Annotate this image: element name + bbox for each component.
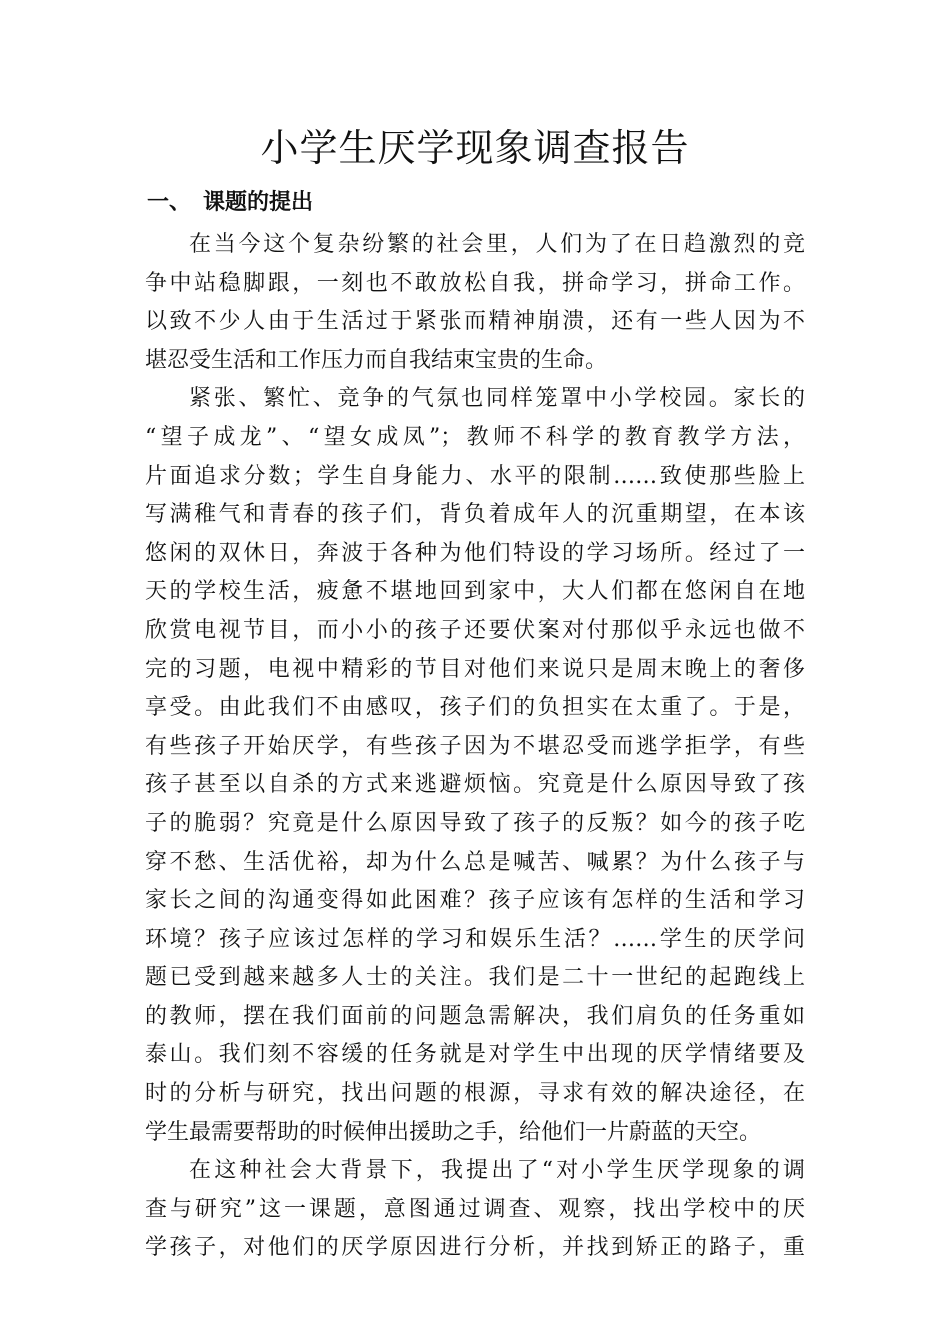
text-line: 时的分析与研究，找出问题的根源，寻求有效的解决途径，在	[145, 1081, 805, 1107]
text-line: 在当今这个复杂纷繁的社会里，人们为了在日趋激烈的竞	[189, 232, 805, 257]
text-line: 欣赏电视节目，而小小的孩子还要伏案对付那似乎永远也做不	[145, 617, 805, 643]
text-line: 题已受到越来越多人士的关注。我们是二十一世纪的起跑线上	[145, 965, 805, 991]
document-title: 小学生厌学现象调查报告	[260, 126, 690, 170]
text-line: 片面追求分数；学生自身能力、水平的限制……致使那些脸上	[145, 463, 805, 489]
section-number: 一、	[147, 190, 192, 215]
text-line: 的教师，摆在我们面前的问题急需解决，我们肩负的任务重如	[145, 1003, 805, 1029]
text-line: 子的脆弱？究竟是什么原因导致了孩子的反叛？如今的孩子吃	[145, 810, 805, 836]
text-line: 争中站稳脚跟，一刻也不敢放松自我，拼命学习，拼命工作。	[145, 270, 805, 296]
text-line: 以致不少人由于生活过于紧张而精神崩溃，还有一些人因为不	[145, 309, 805, 335]
paragraph-2	[145, 380, 805, 1152]
text-line: 穿不愁、生活优裕，却为什么总是喊苦、喊累？为什么孩子与	[145, 849, 805, 875]
text-line: 紧张、繁忙、竞争的气氛也同样笼罩中小学校园。家长的	[189, 386, 805, 412]
paragraph-3	[145, 1152, 805, 1268]
text-line: 学生最需要帮助的时候伸出援助之手，给他们一片蔚蓝的天空。	[145, 1119, 762, 1145]
text-line: 家长之间的沟通变得如此困难？孩子应该有怎样的生活和学习	[145, 888, 805, 914]
text-line: 环境？孩子应该过怎样的学习和娱乐生活？……学生的厌学问	[145, 926, 805, 952]
text-line: 有些孩子开始厌学，有些孩子因为不堪忍受而逃学拒学，有些	[145, 733, 805, 759]
section-heading	[147, 185, 313, 221]
paragraph-1	[145, 226, 805, 380]
text-line: 查与研究”这一课题，意图通过调查、观察，找出学校中的厌	[145, 1196, 805, 1222]
text-line: 泰山。我们刻不容缓的任务就是对学生中出现的厌学情绪要及	[145, 1042, 805, 1068]
text-line: 写满稚气和青春的孩子们，背负着成年人的沉重期望，在本该	[145, 502, 805, 528]
text-line: 天的学校生活，疲惫不堪地回到家中，大人们都在悠闲自在地	[145, 579, 805, 605]
text-line: 孩子甚至以自杀的方式来逃避烦恼。究竟是什么原因导致了孩	[145, 772, 805, 798]
text-line: 学孩子，对他们的厌学原因进行分析，并找到矫正的路子，重	[145, 1235, 805, 1261]
text-line: 完的习题，电视中精彩的节目对他们来说只是周末晚上的奢侈	[145, 656, 805, 682]
text-line: 堪忍受生活和工作压力而自我结束宝贵的生命。	[145, 347, 608, 373]
text-line: 在这种社会大背景下，我提出了“对小学生厌学现象的调	[189, 1158, 805, 1184]
text-line: “望子成龙”、“望女成凤”；教师不科学的教育教学方法，	[145, 424, 805, 450]
text-line: 享受。由此我们不由感叹，孩子们的负担实在太重了。于是，	[145, 695, 805, 721]
section-title: 课题的提出	[203, 190, 314, 215]
document-body	[145, 226, 805, 1268]
text-line: 悠闲的双休日，奔波于各种为他们特设的学习场所。经过了一	[145, 540, 805, 566]
